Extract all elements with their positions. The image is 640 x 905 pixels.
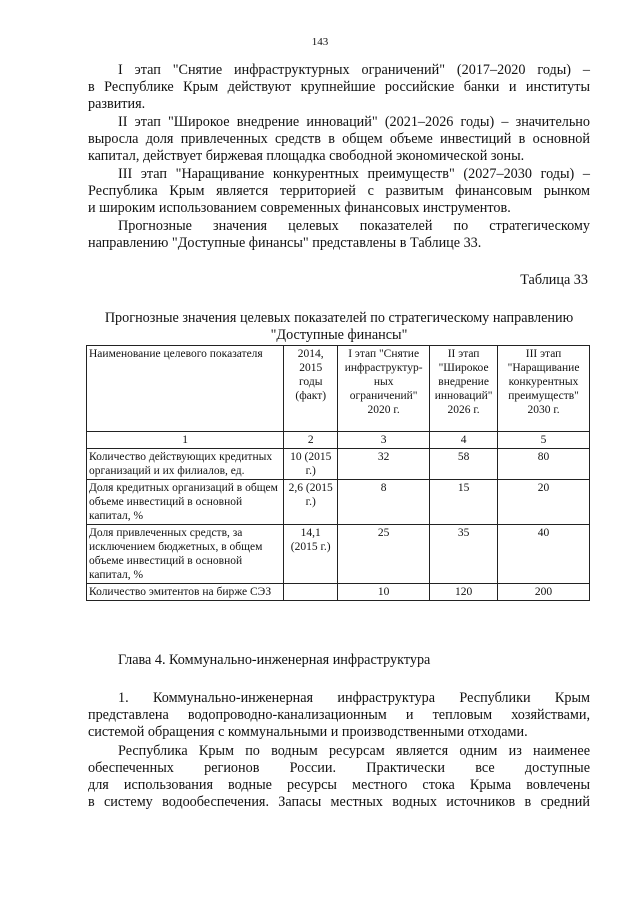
- paragraph-infrastructure: [88, 690, 590, 741]
- paragraph-water-resources: [88, 743, 590, 811]
- header-cell: III этап "Наращивание конкурентных преимуществ" 2030 г.: [498, 346, 590, 432]
- text-line: в Республике Крым действуют крупнейшие российские банки и институты: [88, 79, 590, 95]
- text-line: Республика Крым является территорией с развитым финансовым рынком: [88, 183, 590, 199]
- stage-3-value: 80: [498, 449, 590, 480]
- stage-1-value: 10: [338, 584, 430, 601]
- header-cell: II этап "Широкое внедрение инноваций" 2026 г.: [430, 346, 498, 432]
- table-title-line: "Доступные финансы": [270, 327, 408, 343]
- text-line: 1. Коммунально-инженерная инфраструктура Республики Крым: [118, 690, 590, 706]
- text-line: для использования водные ресурсы местного стока Крыма вовлечены: [88, 777, 590, 793]
- indicators-table: [86, 345, 590, 601]
- indicator-name: Доля привлеченных средств, за исключением бюджетных, в общем объеме инвестиций в основной капитал, %: [87, 525, 284, 584]
- text-line: представлена водопроводно-канализационным и тепловым хозяйствами,: [88, 707, 590, 723]
- table-title: [88, 310, 590, 344]
- table-row: [87, 584, 590, 601]
- stage-1-value: 8: [338, 480, 430, 525]
- text-line: развития.: [88, 96, 146, 112]
- indicator-name: Доля кредитных организаций в общем объеме инвестиций в основной капитал, %: [87, 480, 284, 525]
- text-line: направлению "Доступные финансы" представлены в Таблице 33.: [88, 235, 482, 251]
- column-number: 3: [338, 432, 430, 449]
- header-cell: Наименование целевого показателя: [87, 346, 284, 432]
- table-label: Таблица 33: [520, 272, 588, 288]
- text-line: II этап "Широкое внедрение инноваций" (2021–2026 годы) – значительно: [118, 114, 590, 130]
- fact-value: 2,6 (2015 г.): [284, 480, 338, 525]
- header-cell: 2014, 2015 годы (факт): [284, 346, 338, 432]
- indicator-name: Количество действующих кредитных организаций и их филиалов, ед.: [87, 449, 284, 480]
- text-line: обеспеченных регионов России. Практически все доступные: [88, 760, 590, 776]
- paragraph-stage-2: [88, 114, 590, 165]
- text-line: и широким использованием современных финансовых инструментов.: [88, 200, 511, 216]
- paragraph-stage-1: [88, 62, 590, 113]
- paragraph-forecast: [88, 218, 590, 252]
- text-line: системой обращения с коммунальными и производственными отходами.: [88, 724, 528, 740]
- page-number: 143: [311, 36, 329, 48]
- column-number: 1: [87, 432, 284, 449]
- text-line: I этап "Снятие инфраструктурных ограничений" (2017–2020 годы) –: [118, 62, 590, 78]
- stage-2-value: 35: [430, 525, 498, 584]
- column-number: 2: [284, 432, 338, 449]
- column-number: 5: [498, 432, 590, 449]
- table-row: [87, 525, 590, 584]
- text-line: в систему водообеспечения. Запасы местных водных источников в средний: [88, 794, 590, 810]
- stage-3-value: 20: [498, 480, 590, 525]
- stage-2-value: 120: [430, 584, 498, 601]
- chapter-heading: Глава 4. Коммунально-инженерная инфраструктура: [118, 652, 431, 668]
- fact-value: 14,1 (2015 г.): [284, 525, 338, 584]
- stage-1-value: 32: [338, 449, 430, 480]
- text-line: III этап "Наращивание конкурентных преимуществ" (2027–2030 годы) –: [118, 166, 590, 182]
- paragraph-stage-3: [88, 166, 590, 217]
- text-line: выросла доля привлеченных средств в общем объеме инвестиций в основной: [88, 131, 590, 147]
- stage-3-value: 40: [498, 525, 590, 584]
- text-line: Республика Крым по водным ресурсам является одним из наименее: [118, 743, 590, 759]
- stage-1-value: 25: [338, 525, 430, 584]
- text-line: Прогнозные значения целевых показателей по стратегическому: [118, 218, 590, 234]
- table-header-row: [87, 346, 590, 432]
- header-cell: I этап "Снятие инфраструктур-ных ограничений" 2020 г.: [338, 346, 430, 432]
- indicator-name: Количество эмитентов на бирже СЭЗ: [87, 584, 284, 601]
- stage-2-value: 15: [430, 480, 498, 525]
- table-row: [87, 449, 590, 480]
- column-number-row: [87, 432, 590, 449]
- fact-value: [284, 584, 338, 601]
- text-line: капитал, действует биржевая площадка свободной экономической зоны.: [88, 148, 525, 164]
- stage-2-value: 58: [430, 449, 498, 480]
- stage-3-value: 200: [498, 584, 590, 601]
- table-title-line: Прогнозные значения целевых показателей по стратегическому направлению: [104, 310, 574, 326]
- column-number: 4: [430, 432, 498, 449]
- table-row: [87, 480, 590, 525]
- fact-value: 10 (2015 г.): [284, 449, 338, 480]
